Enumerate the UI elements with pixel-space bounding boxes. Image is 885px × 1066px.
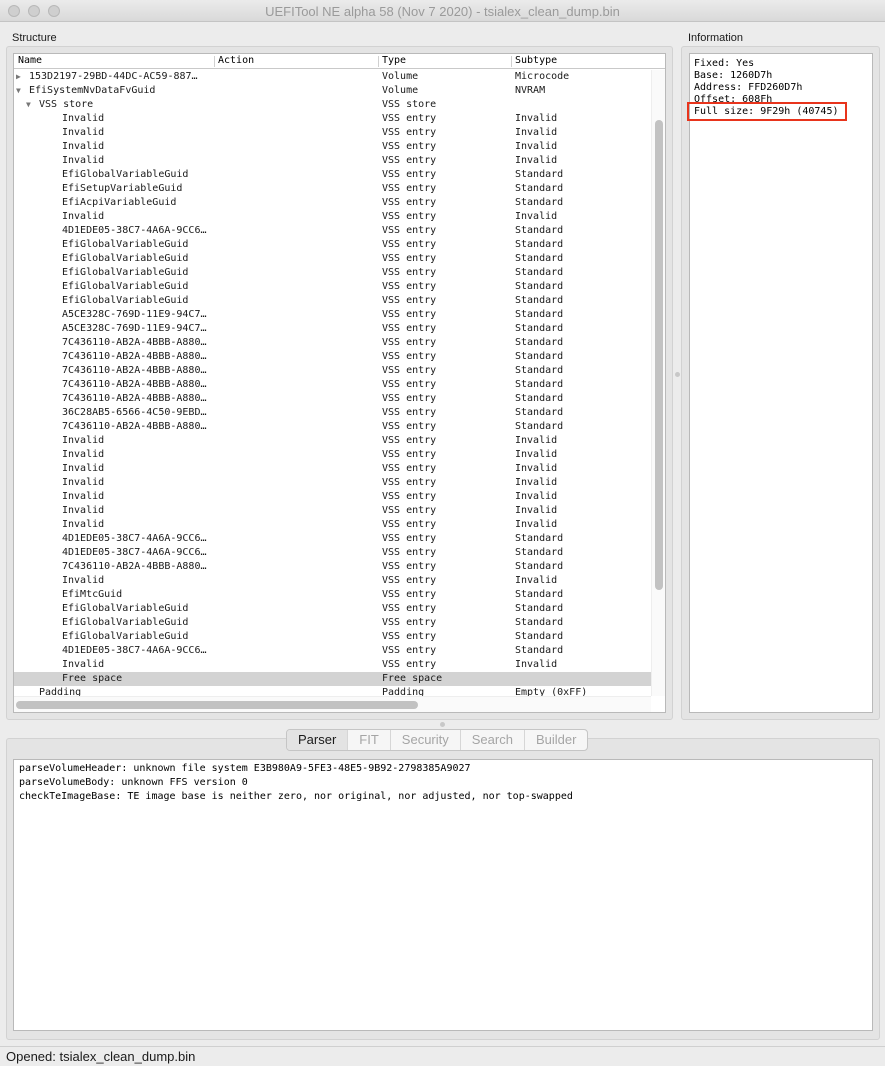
tree-row[interactable]	[14, 476, 651, 490]
row-subtype: Invalid	[515, 211, 558, 222]
tree-row[interactable]	[14, 252, 651, 266]
row-name: EfiSetupVariableGuid	[62, 183, 183, 194]
tree-row[interactable]	[14, 420, 651, 434]
row-type: VSS entry	[382, 589, 437, 600]
row-name: Invalid	[62, 519, 105, 530]
tree-row[interactable]	[14, 196, 651, 210]
row-subtype: Invalid	[515, 155, 558, 166]
tab-security[interactable]: Security	[390, 730, 460, 750]
info-offset: Offset: 608Fh	[694, 94, 773, 105]
tree-row[interactable]	[14, 378, 651, 392]
row-type: VSS entry	[382, 449, 437, 460]
row-type: VSS entry	[382, 351, 437, 362]
window-title: UEFITool NE alpha 58 (Nov 7 2020) - tsialex_clean_dump.bin	[265, 4, 620, 19]
column-separator[interactable]	[511, 56, 512, 67]
tree-row[interactable]	[14, 294, 651, 308]
row-type: VSS entry	[382, 141, 437, 152]
row-name: Invalid	[62, 505, 105, 516]
tree-row[interactable]	[14, 644, 651, 658]
row-subtype: Standard	[515, 589, 564, 600]
title-bar	[0, 0, 885, 22]
row-subtype: Standard	[515, 379, 564, 390]
row-name: Invalid	[62, 463, 105, 474]
row-type: VSS entry	[382, 421, 437, 432]
row-subtype: Standard	[515, 309, 564, 320]
row-subtype: Invalid	[515, 519, 558, 530]
row-name: Invalid	[62, 155, 105, 166]
row-type: VSS entry	[382, 113, 437, 124]
row-name: EfiGlobalVariableGuid	[62, 295, 189, 306]
row-subtype: Invalid	[515, 491, 558, 502]
row-type: VSS entry	[382, 155, 437, 166]
row-type: VSS entry	[382, 211, 437, 222]
row-type: VSS entry	[382, 547, 437, 558]
row-name: EfiGlobalVariableGuid	[62, 239, 189, 250]
row-type: VSS store	[382, 99, 437, 110]
tree-row[interactable]	[14, 504, 651, 518]
row-type: VSS entry	[382, 533, 437, 544]
tree-row[interactable]	[14, 546, 651, 560]
row-type: VSS entry	[382, 603, 437, 614]
row-subtype: Standard	[515, 267, 564, 278]
row-type: VSS entry	[382, 631, 437, 642]
row-name: EfiSystemNvDataFvGuid	[29, 85, 156, 96]
column-header-name[interactable]: Name	[18, 55, 43, 66]
row-subtype: Invalid	[515, 435, 558, 446]
row-type: VSS entry	[382, 281, 437, 292]
row-type: Padding	[382, 687, 425, 696]
row-subtype: Invalid	[515, 127, 558, 138]
row-type: VSS entry	[382, 295, 437, 306]
collapse-arrow-icon[interactable]: ▼	[26, 100, 31, 109]
column-separator[interactable]	[214, 56, 215, 67]
row-name: 4D1EDE05-38C7-4A6A-9CC6…	[62, 533, 207, 544]
info-address: Address: FFD260D7h	[694, 82, 803, 93]
row-subtype: Invalid	[515, 477, 558, 488]
row-type: Volume	[382, 85, 419, 96]
row-subtype: Standard	[515, 169, 564, 180]
status-bar	[0, 1046, 885, 1066]
row-name: EfiGlobalVariableGuid	[62, 617, 189, 628]
tree-header	[14, 54, 665, 69]
row-type: VSS entry	[382, 463, 437, 474]
tree-row[interactable]	[14, 238, 651, 252]
row-subtype: Standard	[515, 407, 564, 418]
structure-tree[interactable]	[13, 53, 666, 713]
tree-row[interactable]	[14, 140, 651, 154]
row-name: 7C436110-AB2A-4BBB-A880…	[62, 421, 207, 432]
row-type: VSS entry	[382, 659, 437, 670]
row-name: 4D1EDE05-38C7-4A6A-9CC6…	[62, 645, 207, 656]
row-type: VSS entry	[382, 267, 437, 278]
highlight-box	[687, 102, 847, 121]
info-fixed: Fixed: Yes	[694, 58, 755, 69]
row-subtype: Standard	[515, 337, 564, 348]
row-type: VSS entry	[382, 127, 437, 138]
row-subtype: Standard	[515, 239, 564, 250]
row-subtype: Standard	[515, 183, 564, 194]
tree-row[interactable]	[14, 602, 651, 616]
row-type: VSS entry	[382, 365, 437, 376]
tree-row[interactable]	[14, 686, 651, 696]
tree-row[interactable]	[14, 210, 651, 224]
row-type: VSS entry	[382, 575, 437, 586]
row-name: A5CE328C-769D-11E9-94C7…	[62, 323, 207, 334]
tree-row[interactable]	[14, 98, 651, 112]
row-subtype: Invalid	[515, 575, 558, 586]
row-type: VSS entry	[382, 337, 437, 348]
row-type: VSS entry	[382, 435, 437, 446]
info-base: Base: 1260D7h	[694, 70, 773, 81]
info-full-size: Full size: 9F29h (40745)	[694, 106, 839, 117]
row-type: VSS entry	[382, 519, 437, 530]
row-type: VSS entry	[382, 477, 437, 488]
row-name: Invalid	[62, 449, 105, 460]
tree-row[interactable]	[14, 434, 651, 448]
splitter-handle[interactable]	[675, 372, 680, 377]
message-tabs	[286, 729, 588, 751]
row-name: 4D1EDE05-38C7-4A6A-9CC6…	[62, 225, 207, 236]
row-name: 7C436110-AB2A-4BBB-A880…	[62, 393, 207, 404]
row-subtype: Standard	[515, 225, 564, 236]
tree-rows	[14, 70, 651, 696]
row-type: VSS entry	[382, 253, 437, 264]
tab-parser[interactable]: Parser	[287, 730, 347, 750]
tree-row[interactable]	[14, 322, 651, 336]
tree-row[interactable]	[14, 336, 651, 350]
row-type: VSS entry	[382, 407, 437, 418]
row-subtype: Invalid	[515, 141, 558, 152]
row-name: Invalid	[62, 575, 105, 586]
row-type: VSS entry	[382, 617, 437, 628]
row-subtype: Empty (0xFF)	[515, 687, 588, 696]
row-subtype: Standard	[515, 631, 564, 642]
row-type: VSS entry	[382, 169, 437, 180]
splitter-handle[interactable]	[440, 722, 445, 727]
row-name: 36C28AB5-6566-4C50-9EBD…	[62, 407, 207, 418]
row-name: 7C436110-AB2A-4BBB-A880…	[62, 365, 207, 376]
row-name: Invalid	[62, 141, 105, 152]
row-name: Padding	[39, 687, 82, 696]
row-name: EfiGlobalVariableGuid	[62, 603, 189, 614]
tab-search[interactable]: Search	[460, 730, 524, 750]
row-subtype: Standard	[515, 645, 564, 656]
row-name: 7C436110-AB2A-4BBB-A880…	[62, 337, 207, 348]
row-name: Invalid	[62, 113, 105, 124]
row-subtype: Invalid	[515, 449, 558, 460]
expand-arrow-icon[interactable]: ▶	[16, 72, 21, 81]
row-name: Invalid	[62, 477, 105, 488]
row-subtype: Invalid	[515, 505, 558, 516]
row-name: 153D2197-29BD-44DC-AC59-887…	[29, 71, 198, 82]
tree-row[interactable]	[14, 588, 651, 602]
row-subtype: Standard	[515, 365, 564, 376]
column-separator[interactable]	[378, 56, 379, 67]
horizontal-scrollbar[interactable]	[14, 696, 651, 712]
row-name: Invalid	[62, 491, 105, 502]
tab-fit[interactable]: FIT	[347, 730, 390, 750]
tree-row[interactable]	[14, 280, 651, 294]
row-subtype: Standard	[515, 393, 564, 404]
tree-row[interactable]	[14, 168, 651, 182]
horizontal-scroll-thumb[interactable]	[16, 701, 418, 709]
row-type: VSS entry	[382, 239, 437, 250]
row-subtype: Standard	[515, 617, 564, 628]
row-name: 7C436110-AB2A-4BBB-A880…	[62, 379, 207, 390]
tree-row[interactable]	[14, 658, 651, 672]
row-name: Invalid	[62, 127, 105, 138]
row-subtype: Invalid	[515, 113, 558, 124]
vertical-scroll-thumb[interactable]	[655, 120, 663, 590]
vertical-scrollbar[interactable]	[651, 70, 665, 696]
structure-label: Structure	[12, 32, 57, 44]
tree-row[interactable]	[14, 182, 651, 196]
row-subtype: Invalid	[515, 463, 558, 474]
row-type: VSS entry	[382, 197, 437, 208]
row-name: EfiGlobalVariableGuid	[62, 253, 189, 264]
row-type: Volume	[382, 71, 419, 82]
tree-row[interactable]	[14, 490, 651, 504]
log-line[interactable]: checkTeImageBase: TE image base is neither zero, nor original, nor adjusted, nor top-swapped	[19, 791, 573, 802]
row-name: Invalid	[62, 211, 105, 222]
tree-row[interactable]	[14, 518, 651, 532]
column-header-action[interactable]: Action	[218, 55, 255, 66]
row-subtype: Standard	[515, 351, 564, 362]
row-name: EfiGlobalVariableGuid	[62, 631, 189, 642]
row-name: Free space	[62, 673, 123, 684]
tree-row[interactable]	[14, 350, 651, 364]
tree-row[interactable]	[14, 448, 651, 462]
column-header-subtype[interactable]: Subtype	[515, 55, 558, 66]
tree-row[interactable]	[14, 70, 651, 84]
row-subtype: Standard	[515, 603, 564, 614]
row-name: EfiGlobalVariableGuid	[62, 169, 189, 180]
information-text[interactable]	[689, 53, 873, 713]
information-label: Information	[688, 32, 744, 44]
row-type: VSS entry	[382, 561, 437, 572]
row-subtype: Standard	[515, 197, 564, 208]
tree-row[interactable]	[14, 630, 651, 644]
tree-row[interactable]	[14, 392, 651, 406]
collapse-arrow-icon[interactable]: ▼	[16, 86, 21, 95]
row-type: VSS entry	[382, 393, 437, 404]
column-header-type[interactable]: Type	[382, 55, 407, 66]
row-type: VSS entry	[382, 491, 437, 502]
row-subtype: Standard	[515, 295, 564, 306]
tree-row[interactable]	[14, 154, 651, 168]
row-type: VSS entry	[382, 183, 437, 194]
row-subtype: Microcode	[515, 71, 570, 82]
row-name: 4D1EDE05-38C7-4A6A-9CC6…	[62, 547, 207, 558]
row-type: VSS entry	[382, 379, 437, 390]
row-subtype: Standard	[515, 561, 564, 572]
parser-messages[interactable]	[13, 759, 873, 1031]
row-type: VSS entry	[382, 323, 437, 334]
tree-row[interactable]	[14, 126, 651, 140]
log-line[interactable]: parseVolumeBody: unknown FFS version 0	[19, 777, 248, 788]
tree-row[interactable]	[14, 112, 651, 126]
tree-row[interactable]	[14, 672, 651, 686]
row-name: A5CE328C-769D-11E9-94C7…	[62, 309, 207, 320]
row-name: EfiAcpiVariableGuid	[62, 197, 177, 208]
row-name: EfiGlobalVariableGuid	[62, 281, 189, 292]
row-name: Invalid	[62, 659, 105, 670]
row-name: EfiGlobalVariableGuid	[62, 267, 189, 278]
row-subtype: Standard	[515, 533, 564, 544]
row-subtype: Invalid	[515, 659, 558, 670]
row-name: 7C436110-AB2A-4BBB-A880…	[62, 351, 207, 362]
row-type: Free space	[382, 673, 443, 684]
row-name: EfiMtcGuid	[62, 589, 123, 600]
row-subtype: Standard	[515, 253, 564, 264]
tree-row[interactable]	[14, 462, 651, 476]
tree-row[interactable]	[14, 308, 651, 322]
status-text: Opened: tsialex_clean_dump.bin	[6, 1049, 196, 1064]
row-name: 7C436110-AB2A-4BBB-A880…	[62, 561, 207, 572]
tree-row[interactable]	[14, 616, 651, 630]
tree-row[interactable]	[14, 266, 651, 280]
tree-row[interactable]	[14, 574, 651, 588]
tree-row[interactable]	[14, 364, 651, 378]
row-type: VSS entry	[382, 645, 437, 656]
row-subtype: Standard	[515, 323, 564, 334]
row-subtype: Standard	[515, 281, 564, 292]
row-subtype: NVRAM	[515, 85, 546, 96]
tree-row[interactable]	[14, 406, 651, 420]
row-name: VSS store	[39, 99, 94, 110]
tree-row[interactable]	[14, 84, 651, 98]
row-name: Invalid	[62, 435, 105, 446]
row-subtype: Standard	[515, 421, 564, 432]
tree-row[interactable]	[14, 224, 651, 238]
row-type: VSS entry	[382, 225, 437, 236]
tab-builder[interactable]: Builder	[524, 730, 587, 750]
tree-row[interactable]	[14, 560, 651, 574]
log-line[interactable]: parseVolumeHeader: unknown file system E3B980A9-5FE3-48E5-9B92-2798385A9027	[19, 763, 471, 774]
row-type: VSS entry	[382, 309, 437, 320]
row-type: VSS entry	[382, 505, 437, 516]
row-subtype: Standard	[515, 547, 564, 558]
tree-row[interactable]	[14, 532, 651, 546]
